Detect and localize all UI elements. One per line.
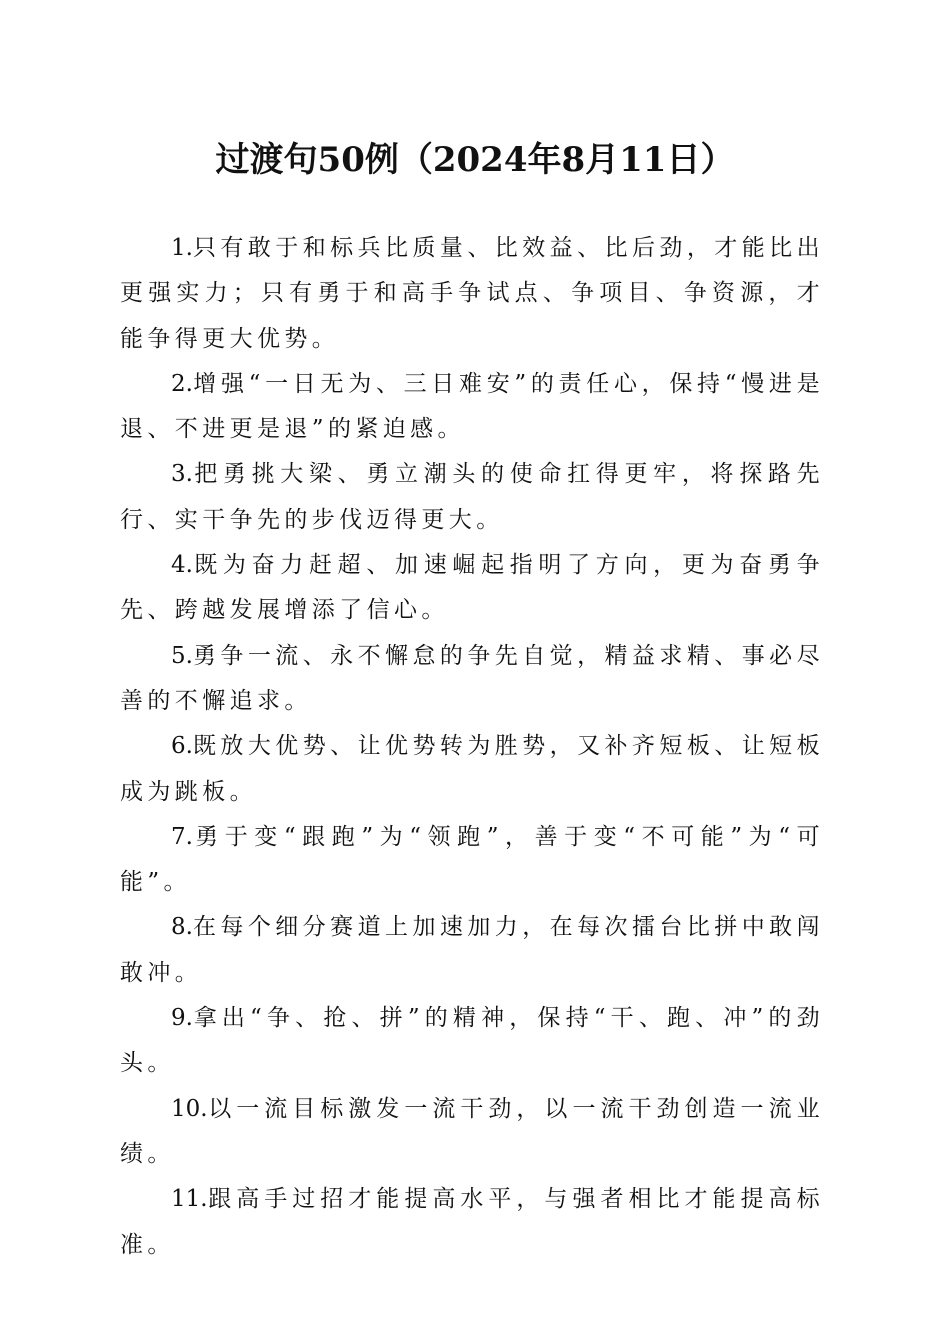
- paragraph-text: 增强“一日无为、三日难安”的责任心，保持“慢进是退、不进更是退”的紧迫感。: [120, 370, 824, 443]
- paragraph-text: 跟高手过招才能提高水平，与强者相比才能提高标准。: [120, 1186, 824, 1258]
- paragraph-5: [120, 634, 824, 725]
- paragraph-number: 3.: [171, 461, 193, 488]
- paragraph-11: [120, 1177, 824, 1268]
- paragraph-number: 10.: [171, 1095, 208, 1122]
- paragraph-10: [120, 1087, 824, 1178]
- paragraph-8: [120, 905, 824, 996]
- paragraph-9: [120, 996, 824, 1087]
- paragraph-number: 11.: [171, 1186, 208, 1213]
- document-title: 过渡句50例（2024年8月11日）: [215, 140, 735, 180]
- paragraph-2: [120, 362, 824, 453]
- paragraph-6: [120, 724, 824, 815]
- paragraph-number: 5.: [171, 642, 193, 669]
- paragraph-number: 7.: [171, 823, 193, 850]
- paragraph-text: 把勇挑大梁、勇立潮头的使命扛得更牢，将探路先行、实干争先的步伐迈得更大。: [120, 461, 824, 533]
- paragraph-1: [120, 226, 824, 362]
- paragraph-text: 既为奋力赶超、加速崛起指明了方向，更为奋勇争先、跨越发展增添了信心。: [120, 552, 824, 624]
- paragraph-number: 4.: [171, 552, 193, 579]
- paragraph-number: 9.: [171, 1005, 193, 1032]
- paragraph-text: 在每个细分赛道上加速加力，在每次擂台比拼中敢闯敢冲。: [120, 914, 824, 986]
- paragraph-text: 以一流目标激发一流干劲，以一流干劲创造一流业绩。: [120, 1095, 824, 1167]
- paragraph-7: [120, 815, 824, 906]
- paragraph-text: 勇争一流、永不懈怠的争先自觉，精益求精、事必尽善的不懈追求。: [120, 642, 824, 714]
- document-body: [120, 226, 824, 1268]
- paragraph-text: 只有敢于和标兵比质量、比效益、比后劲，才能比出更强实力；只有勇于和高手争试点、争项目、争资源，才能争得更大优势。: [120, 235, 824, 352]
- paragraph-text: 既放大优势、让优势转为胜势，又补齐短板、让短板成为跳板。: [120, 733, 824, 805]
- paragraph-4: [120, 543, 824, 634]
- paragraph-number: 8.: [171, 914, 193, 941]
- paragraph-number: 1.: [171, 235, 193, 261]
- paragraph-number: 2.: [171, 370, 193, 397]
- paragraph-3: [120, 452, 824, 543]
- paragraph-text: 勇于变“跟跑”为“领跑”，善于变“不可能”为“可能”。: [120, 823, 824, 896]
- paragraph-number: 6.: [171, 733, 193, 760]
- paragraph-text: 拿出“争、抢、拼”的精神，保持“干、跑、冲”的劲头。: [120, 1005, 824, 1077]
